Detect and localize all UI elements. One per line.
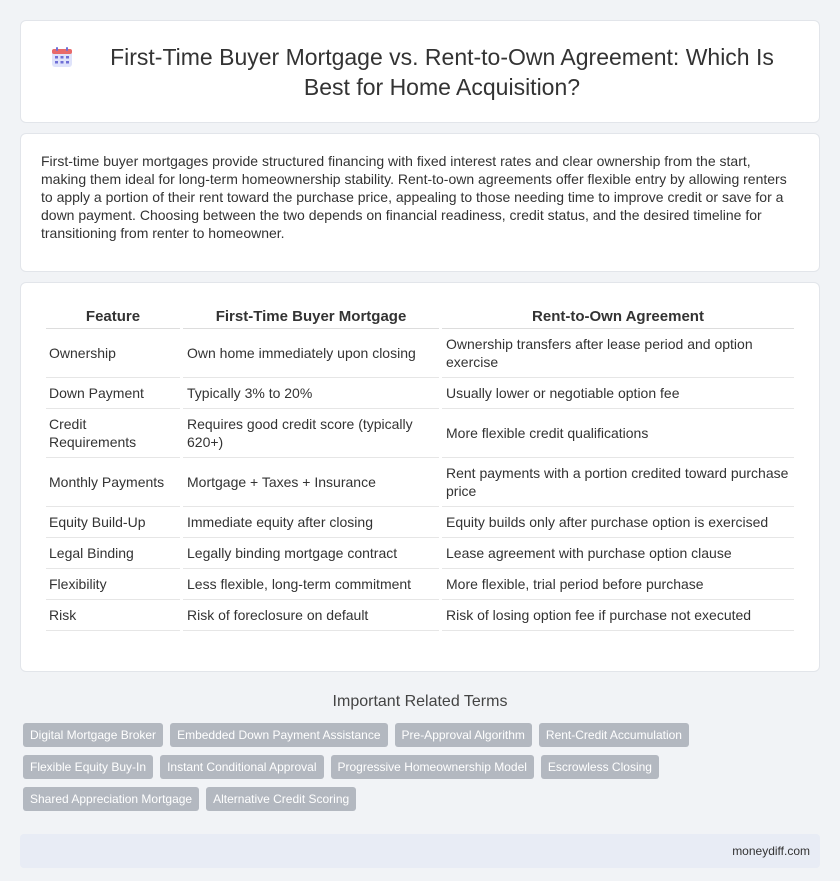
calendar-icon xyxy=(51,46,73,68)
rent-to-own-cell: Equity builds only after purchase option is exercised xyxy=(442,507,794,538)
mortgage-cell: Legally binding mortgage contract xyxy=(183,538,439,569)
term-tag[interactable]: Digital Mortgage Broker xyxy=(23,723,163,747)
feature-cell: Flexibility xyxy=(46,569,180,600)
rent-to-own-cell: Usually lower or negotiable option fee xyxy=(442,378,794,409)
comparison-table xyxy=(43,303,797,631)
table-row xyxy=(46,600,794,631)
table-row xyxy=(46,507,794,538)
header-feature: Feature xyxy=(46,303,180,329)
table-row xyxy=(46,458,794,507)
site-link[interactable]: moneydiff.com xyxy=(732,844,810,858)
table-row xyxy=(46,329,794,378)
rent-to-own-cell: More flexible, trial period before purchase xyxy=(442,569,794,600)
intro-card xyxy=(20,133,820,272)
rent-to-own-cell: Ownership transfers after lease period and option exercise xyxy=(442,329,794,378)
mortgage-cell: Requires good credit score (typically 620+) xyxy=(183,409,439,458)
term-tag[interactable]: Shared Appreciation Mortgage xyxy=(23,787,199,811)
term-tag[interactable]: Flexible Equity Buy-In xyxy=(23,755,153,779)
comparison-card xyxy=(20,282,820,672)
title-wrap xyxy=(51,42,789,102)
page-title: First-Time Buyer Mortgage vs. Rent-to-Own Agreement: Which Is Best for Home Acquisition? xyxy=(110,43,774,100)
term-tag[interactable]: Escrowless Closing xyxy=(541,755,659,779)
rent-to-own-cell: Lease agreement with purchase option clause xyxy=(442,538,794,569)
feature-cell: Equity Build-Up xyxy=(46,507,180,538)
term-tag[interactable]: Pre-Approval Algorithm xyxy=(395,723,532,747)
footer xyxy=(20,834,820,868)
feature-cell: Monthly Payments xyxy=(46,458,180,507)
feature-cell: Legal Binding xyxy=(46,538,180,569)
table-row xyxy=(46,538,794,569)
intro-paragraph: First-time buyer mortgages provide structured financing with fixed interest rates and clear ownership from the start, making them ideal for long-term homeownership stability. Rent-to-own agreements offer flexible entry by allowing renters to apply a portion of their rent toward the purchase price, appealing to those needing time to improve credit or save for a down payment. Choosing between the two depends on financial readiness, credit status, and the desired timeline for transitioning from renter to homeowner. xyxy=(41,153,787,241)
header-rent-to-own: Rent-to-Own Agreement xyxy=(442,303,794,329)
feature-cell: Credit Requirements xyxy=(46,409,180,458)
mortgage-cell: Own home immediately upon closing xyxy=(183,329,439,378)
mortgage-cell: Mortgage + Taxes + Insurance xyxy=(183,458,439,507)
table-row xyxy=(46,378,794,409)
term-tag[interactable]: Embedded Down Payment Assistance xyxy=(170,723,387,747)
feature-cell: Risk xyxy=(46,600,180,631)
title-card xyxy=(20,20,820,123)
rent-to-own-cell: More flexible credit qualifications xyxy=(442,409,794,458)
mortgage-cell: Less flexible, long-term commitment xyxy=(183,569,439,600)
header-mortgage: First-Time Buyer Mortgage xyxy=(183,303,439,329)
feature-cell: Down Payment xyxy=(46,378,180,409)
table-row xyxy=(46,409,794,458)
term-tag[interactable]: Alternative Credit Scoring xyxy=(206,787,356,811)
table-header-row xyxy=(46,303,794,329)
feature-cell: Ownership xyxy=(46,329,180,378)
rent-to-own-cell: Risk of losing option fee if purchase not executed xyxy=(442,600,794,631)
mortgage-cell: Risk of foreclosure on default xyxy=(183,600,439,631)
table-row xyxy=(46,569,794,600)
term-tag[interactable]: Rent-Credit Accumulation xyxy=(539,723,689,747)
mortgage-cell: Typically 3% to 20% xyxy=(183,378,439,409)
term-tag[interactable]: Progressive Homeownership Model xyxy=(331,755,534,779)
rent-to-own-cell: Rent payments with a portion credited toward purchase price xyxy=(442,458,794,507)
term-tag[interactable]: Instant Conditional Approval xyxy=(160,755,323,779)
related-terms-list xyxy=(20,723,820,819)
mortgage-cell: Immediate equity after closing xyxy=(183,507,439,538)
related-terms-title: Important Related Terms xyxy=(332,693,508,710)
